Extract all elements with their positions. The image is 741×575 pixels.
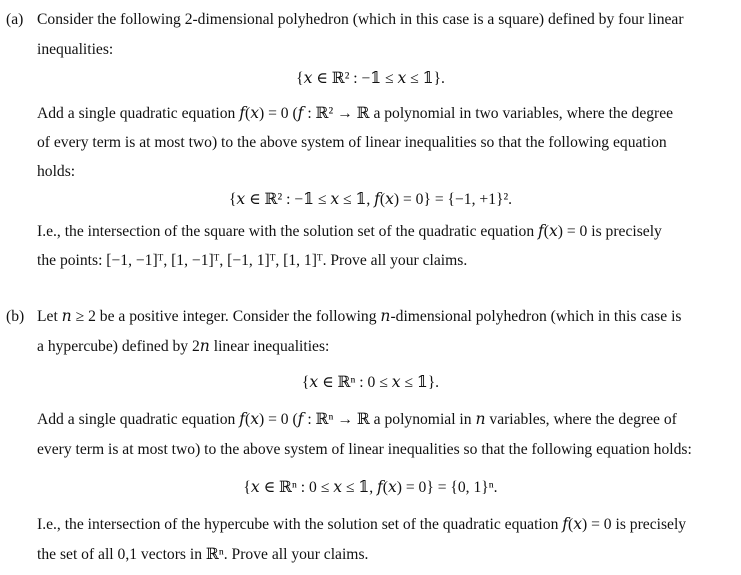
part-a-equation-target: {𝑥 ∈ ℝ² : −𝟙 ≤ 𝑥 ≤ 𝟙, 𝑓(𝑥) = 0} = {−1, +1}². bbox=[228, 191, 513, 208]
part-b-equation-target: {𝑥 ∈ ℝⁿ : 0 ≤ 𝑥 ≤ 𝟙, 𝑓(𝑥) = 0} = {0, 1}ⁿ. bbox=[243, 479, 498, 496]
part-a-equation-square: {𝑥 ∈ ℝ² : −𝟙 ≤ 𝑥 ≤ 𝟙}. bbox=[296, 70, 445, 87]
part-b-line-6: the set of all 0,1 vectors in ℝⁿ. Prove all your claims. bbox=[37, 546, 369, 563]
part-b-line-5: I.e., the intersection of the hypercube with the solution set of the quadratic equation 𝑓(𝑥) = 0 is precisely bbox=[37, 516, 687, 533]
part-a-label: (a) bbox=[6, 11, 24, 28]
part-b-equation-hypercube: {𝑥 ∈ ℝⁿ : 0 ≤ 𝑥 ≤ 𝟙}. bbox=[301, 374, 440, 391]
part-a-line-1: Consider the following 2-dimensional polyhedron (which in this case is a square) defined by four linear bbox=[37, 11, 684, 28]
part-b-line-4: every term is at most two) to the above system of linear inequalities so that the following equation holds: bbox=[37, 441, 692, 458]
part-a-line-4: of every term is at most two) to the above system of linear inequalities so that the following equation bbox=[37, 134, 667, 151]
part-b-line-2: a hypercube) defined by 2𝑛 linear inequalities: bbox=[37, 338, 330, 355]
part-b-line-3: Add a single quadratic equation 𝑓(𝑥) = 0 (𝑓 : ℝⁿ → ℝ a polynomial in 𝑛 variables, where the degree of bbox=[37, 411, 677, 428]
part-b-line-1: Let 𝑛 ≥ 2 be a positive integer. Consider the following 𝑛-dimensional polyhedron (which in this case is bbox=[37, 308, 682, 325]
part-a-line-3: Add a single quadratic equation 𝑓(𝑥) = 0 (𝑓 : ℝ² → ℝ a polynomial in two variables, where the degree bbox=[37, 105, 674, 122]
part-a-line-6: I.e., the intersection of the square with the solution set of the quadratic equation 𝑓(𝑥) = 0 is precisely bbox=[37, 223, 662, 240]
part-a-line-5: holds: bbox=[37, 163, 76, 180]
part-a-line-7: the points: [−1, −1]ᵀ, [1, −1]ᵀ, [−1, 1]ᵀ, [1, 1]ᵀ. Prove all your claims. bbox=[37, 252, 468, 269]
part-b-label: (b) bbox=[6, 308, 25, 325]
part-a-line-2: inequalities: bbox=[37, 41, 114, 58]
